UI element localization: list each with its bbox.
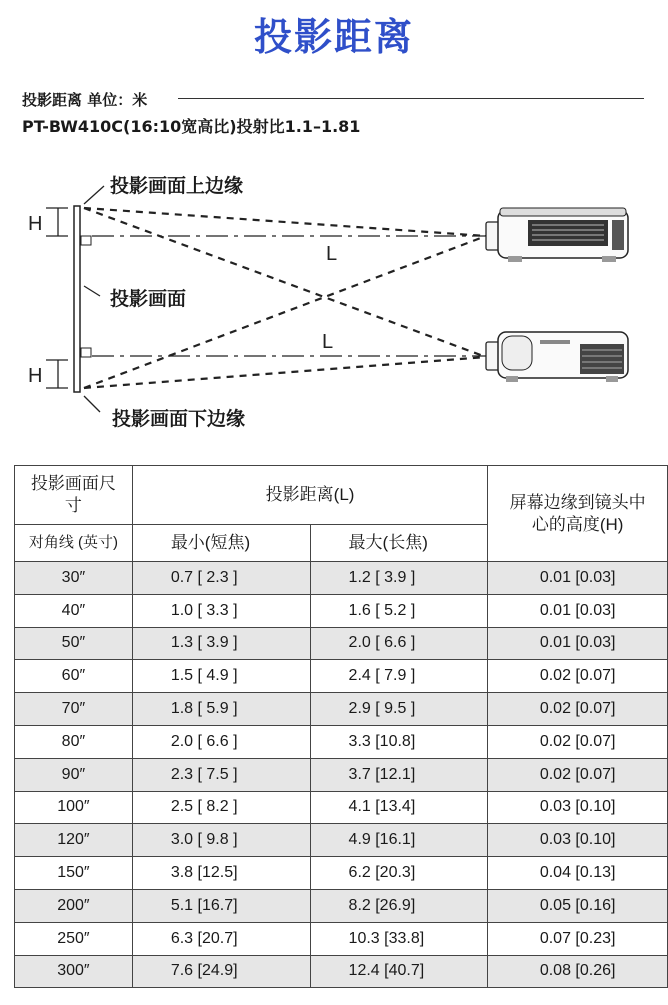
max-cell: 3.3 [10.8]: [310, 725, 488, 758]
upper-beam-top: [84, 208, 486, 236]
label-screen-bottom-edge: 投影画面下边缘: [112, 408, 246, 430]
height-cell: 0.01 [0.03]: [488, 594, 668, 627]
size-cell: 80″: [15, 725, 133, 758]
min-cell: 5.1 [16.7]: [132, 889, 310, 922]
height-cell: 0.02 [0.07]: [488, 660, 668, 693]
height-cell: 0.01 [0.03]: [488, 562, 668, 595]
min-cell: 1.8 [ 5.9 ]: [132, 693, 310, 726]
min-cell: 7.6 [24.9]: [132, 955, 310, 988]
min-cell: 0.7 [ 2.3 ]: [132, 562, 310, 595]
size-cell: 100″: [15, 791, 133, 824]
height-cell: 0.02 [0.07]: [488, 693, 668, 726]
max-cell: 10.3 [33.8]: [310, 922, 488, 955]
table-row: [15, 824, 668, 857]
header-max: 最大(长焦): [310, 525, 488, 562]
table-row: [15, 725, 668, 758]
table-row: [15, 889, 668, 922]
table-row: [15, 627, 668, 660]
projection-distance-table: [14, 465, 668, 988]
height-cell: 0.03 [0.10]: [488, 824, 668, 857]
l-label-top: L: [326, 243, 338, 265]
max-cell: 6.2 [20.3]: [310, 857, 488, 890]
size-cell: 250″: [15, 922, 133, 955]
max-cell: 1.6 [ 5.2 ]: [310, 594, 488, 627]
size-cell: 200″: [15, 889, 133, 922]
screen-panel: [74, 206, 80, 392]
max-cell: 1.2 [ 3.9 ]: [310, 562, 488, 595]
table-row: [15, 562, 668, 595]
h-dimension-top: [46, 208, 68, 236]
model-line: PT-BW410C(16:10宽高比)投射比1.1–1.81: [22, 117, 361, 136]
height-cell: 0.04 [0.13]: [488, 857, 668, 890]
max-cell: 2.9 [ 9.5 ]: [310, 693, 488, 726]
min-cell: 2.5 [ 8.2 ]: [132, 791, 310, 824]
min-cell: 2.3 [ 7.5 ]: [132, 758, 310, 791]
size-cell: 120″: [15, 824, 133, 857]
min-cell: 1.5 [ 4.9 ]: [132, 660, 310, 693]
table-row: [15, 955, 668, 988]
label-screen: 投影画面: [110, 288, 187, 310]
size-cell: 300″: [15, 955, 133, 988]
h-dimension-bottom: [46, 360, 68, 388]
header-distance: 投影距离(L): [132, 466, 487, 525]
height-cell: 0.03 [0.10]: [488, 791, 668, 824]
table-row: [15, 693, 668, 726]
height-cell: 0.07 [0.23]: [488, 922, 668, 955]
max-cell: 4.9 [16.1]: [310, 824, 488, 857]
min-cell: 3.8 [12.5]: [132, 857, 310, 890]
table-row: [15, 791, 668, 824]
max-cell: 12.4 [40.7]: [310, 955, 488, 988]
size-cell: 50″: [15, 627, 133, 660]
max-cell: 3.7 [12.1]: [310, 758, 488, 791]
table-row: [15, 857, 668, 890]
min-cell: 1.3 [ 3.9 ]: [132, 627, 310, 660]
projector-table-illustration: [486, 332, 628, 382]
units-subheading: 投影距离 单位：米: [22, 91, 148, 109]
table-row: [15, 660, 668, 693]
l-label-bottom: L: [322, 331, 334, 353]
lower-beam-cross: [84, 208, 486, 357]
size-cell: 70″: [15, 693, 133, 726]
projection-diagram: [0, 160, 668, 460]
page-title: 投影距离: [253, 15, 414, 59]
height-cell: 0.02 [0.07]: [488, 725, 668, 758]
label-screen-top-edge: 投影画面上边缘: [110, 175, 244, 197]
header-screen-size: 投影画面尺寸: [15, 466, 133, 525]
min-cell: 2.0 [ 6.6 ]: [132, 725, 310, 758]
table-row: [15, 758, 668, 791]
min-cell: 6.3 [20.7]: [132, 922, 310, 955]
h-label-top: H: [28, 213, 43, 235]
min-cell: 1.0 [ 3.3 ]: [132, 594, 310, 627]
header-height: 屏幕边缘到镜头中心的高度(H): [488, 466, 668, 562]
header-min: 最小(短焦): [132, 525, 310, 562]
table-row: [15, 922, 668, 955]
height-cell: 0.08 [0.26]: [488, 955, 668, 988]
max-cell: 2.0 [ 6.6 ]: [310, 627, 488, 660]
size-cell: 60″: [15, 660, 133, 693]
lower-beam-bottom: [84, 357, 486, 388]
header-diagonal: 对角线 (英寸): [15, 525, 133, 562]
h-label-bottom: H: [28, 365, 43, 387]
max-cell: 2.4 [ 7.9 ]: [310, 660, 488, 693]
min-cell: 3.0 [ 9.8 ]: [132, 824, 310, 857]
height-cell: 0.02 [0.07]: [488, 758, 668, 791]
size-cell: 150″: [15, 857, 133, 890]
max-cell: 4.1 [13.4]: [310, 791, 488, 824]
size-cell: 90″: [15, 758, 133, 791]
table-row: [15, 594, 668, 627]
size-cell: 40″: [15, 594, 133, 627]
header-rule: [178, 98, 644, 99]
projector-ceiling-illustration: [486, 208, 628, 262]
upper-beam-cross: [84, 236, 486, 388]
height-cell: 0.05 [0.16]: [488, 889, 668, 922]
max-cell: 8.2 [26.9]: [310, 889, 488, 922]
height-cell: 0.01 [0.03]: [488, 627, 668, 660]
size-cell: 30″: [15, 562, 133, 595]
